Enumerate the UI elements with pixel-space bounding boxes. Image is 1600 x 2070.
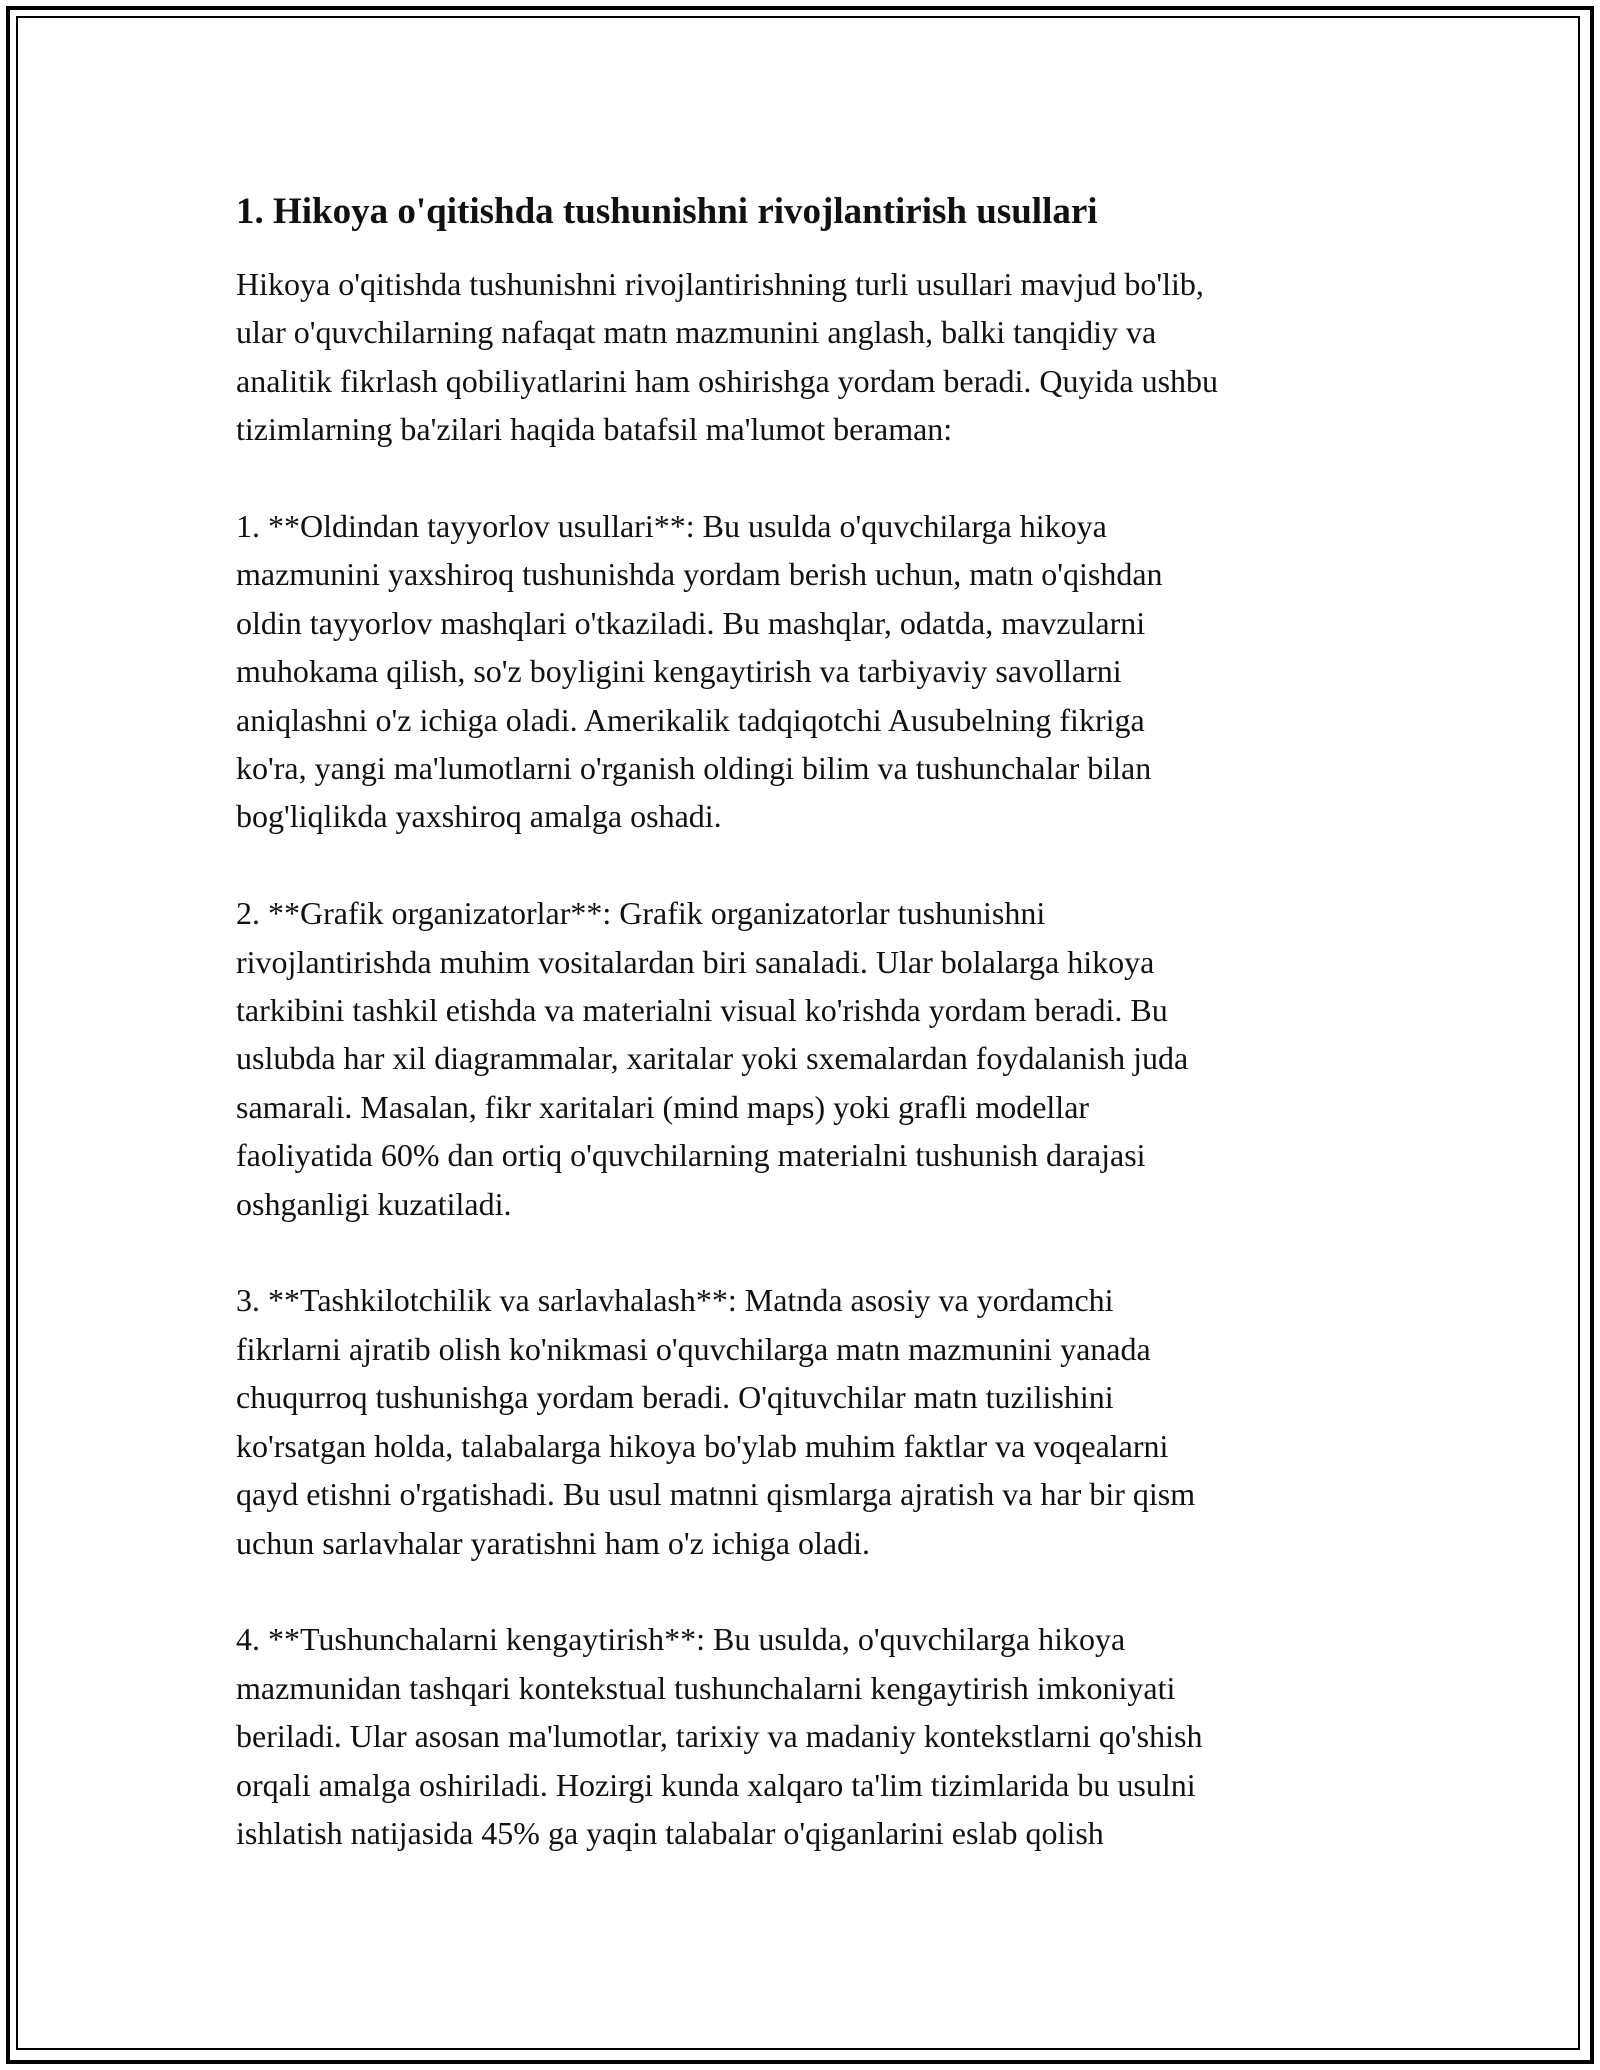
intro-paragraph: Hikoya o'qitishda tushunishni rivojlantirishning turli usullari mavjud bo'lib, ular o'quvchilarning nafaqat matn mazmunini anglash, balki tanqidiy va analitik fikrlash qobiliyatlarini ham oshirishga yordam beradi. Quyida ushbu tizimlarning ba'zilari haqida batafsil ma'lumot beraman: [236,266,1219,448]
paragraph-concept-expansion: 4. **Tushunchalarni kengaytirish**: Bu usulda, o'quvchilarga hikoya mazmunidan tashqari kontekstual tushunchalarni kengaytirish imkoniyati beriladi. Ular asosan ma'lumotlar, tarixiy va madaniy kontekstlarni qo'shish orqali amalga oshiriladi. Hozirgi kunda xalqaro ta'lim tizimlarida bu usulni ishlatish natijasida 45% ga yaqin talabalar o'qiganlarini eslab qolish [236,1621,1203,1851]
document-body [236,188,1376,1857]
section-heading: 1. Hikoya o'qitishda tushunishni rivojlantirish usullari [236,191,1098,232]
paragraph-organizing-and-headings: 3. **Tashkilotchilik va sarlavhalash**: Matnda asosiy va yordamchi fikrlarni ajratib olish ko'nikmasi o'quvchilarga matn mazmunini yanada chuqurroq tushunishga yordam beradi. O'qituvchilar matn tuzilishini ko'rsatgan holda, talabalarga hikoya bo'ylab muhim faktlar va voqealarni qayd etishni o'rgatishadi. Bu usul matnni qismlarga ajratish va har bir qism uchun sarlavhalar yaratishni ham o'z ichiga oladi. [236,1282,1196,1561]
paragraph-pre-reading-methods: 1. **Oldindan tayyorlov usullari**: Bu usulda o'quvchilarga hikoya mazmunini yaxshiroq tushunishda yordam berish uchun, matn o'qishdan oldin tayyorlov mashqlari o'tkaziladi. Bu mashqlar, odatda, mavzularni muhokama qilish, so'z boyligini kengaytirish va tarbiyaviy savollarni aniqlashni o'z ichiga oladi. Amerikalik tadqiqotchi Ausubelning fikriga ko'ra, yangi ma'lumotlarni o'rganish oldingi bilim va tushunchalar bilan bog'liqlikda yaxshiroq amalga oshadi. [236,508,1163,835]
paragraph-graphic-organizers: 2. **Grafik organizatorlar**: Grafik organizatorlar tushunishni rivojlantirishda muhim vositalardan biri sanaladi. Ular bolalarga hikoya tarkibini tashkil etishda va materialni visual ko'rishda yordam beradi. Bu uslubda har xil diagrammalar, xaritalar yoki sxemalardan foydalanish juda samarali. Masalan, fikr xaritalari (mind maps) yoki grafli modellar faoliyatida 60% dan ortiq o'quvchilarning materialni tushunish darajasi oshganligi kuzatiladi. [236,895,1189,1222]
